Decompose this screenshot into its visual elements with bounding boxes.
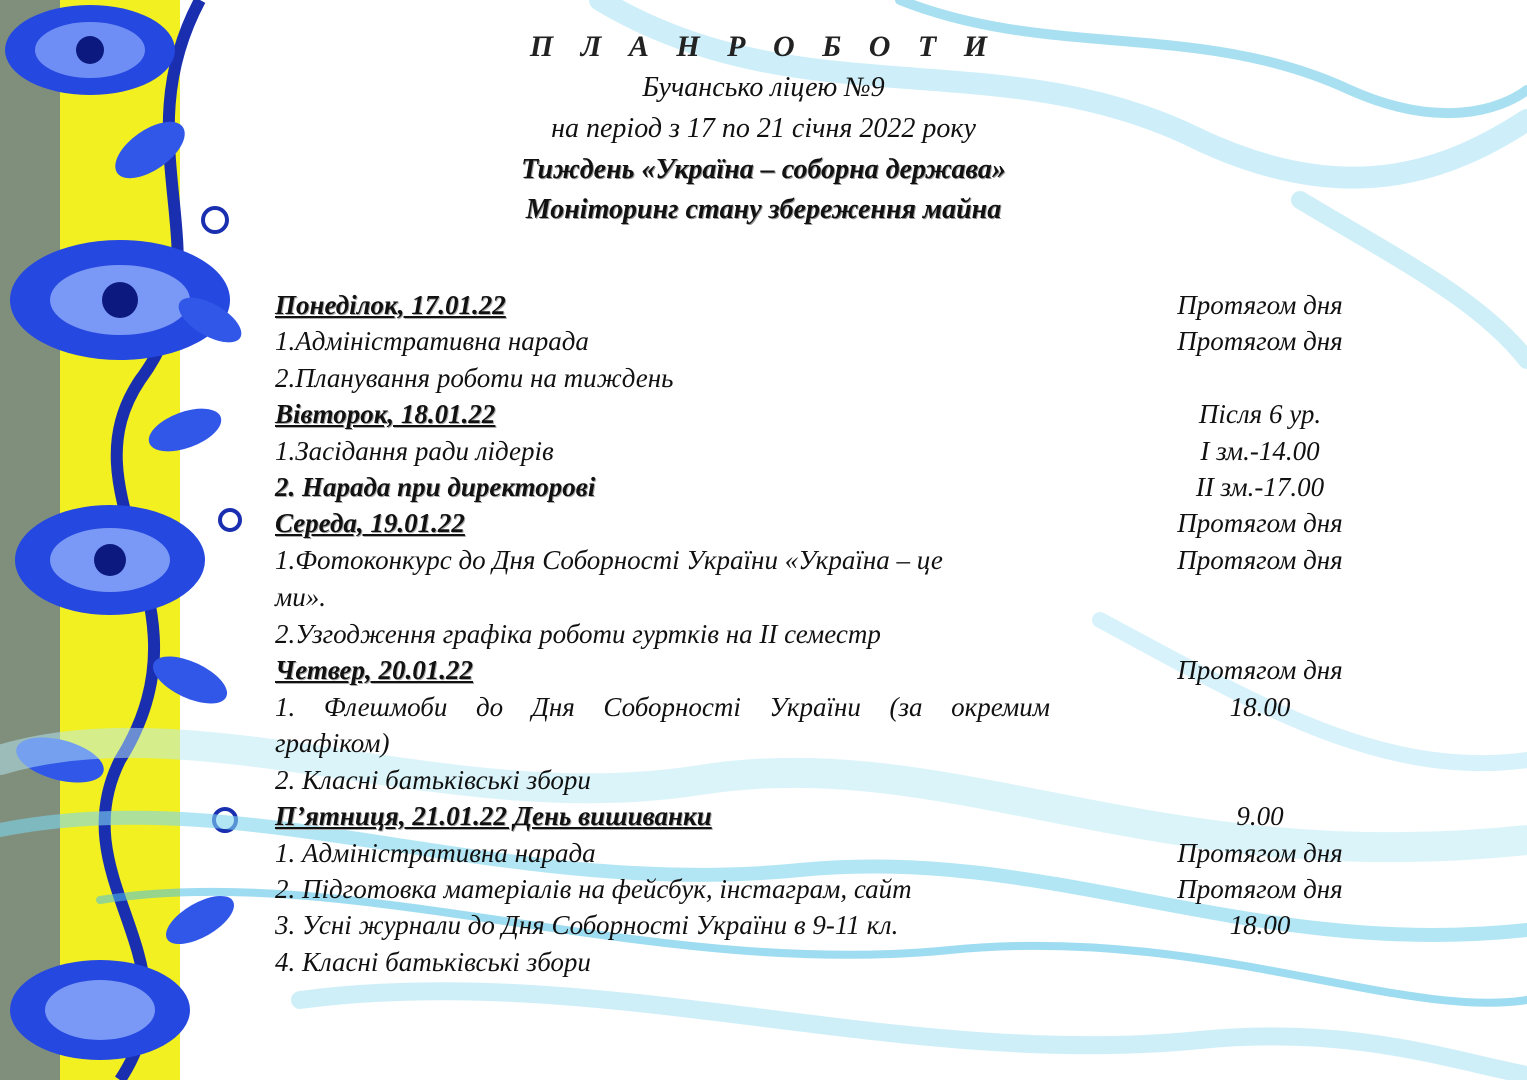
time-cell: 18.00 <box>1229 910 1291 940</box>
schedule-row <box>275 619 1385 656</box>
time-cell: Протягом дня <box>1177 508 1343 538</box>
activity-item: 1.Засідання ради лідерів <box>275 436 554 466</box>
day-heading: Понеділок, 17.01.22 <box>275 290 506 320</box>
schedule-row <box>275 472 1385 509</box>
day-heading: Середа, 19.01.22 <box>275 508 465 538</box>
period-line: на період з 17 по 21 січня 2022 року <box>551 113 976 144</box>
flower-3 <box>15 505 205 615</box>
activity-item: 1.Фотоконкурс до Дня Соборності України «Україна – це <box>275 545 943 575</box>
time-cell: Протягом дня <box>1177 874 1343 904</box>
schedule-row <box>275 692 1385 729</box>
schedule-row <box>275 655 1385 692</box>
schedule-row <box>275 545 1385 582</box>
schedule-row <box>275 728 1385 765</box>
curl-2 <box>220 510 240 530</box>
activity-item: ми». <box>275 582 326 612</box>
activity-item: 2. Класні батьківські збори <box>275 765 591 795</box>
schedule-row <box>275 765 1385 802</box>
schedule-row <box>275 326 1385 363</box>
activity-item: 4. Класні батьківські збори <box>275 947 591 977</box>
schedule-row <box>275 838 1385 875</box>
week-theme: Тиждень «Україна – соборна держава» <box>521 154 1006 185</box>
schedule-row <box>275 801 1385 838</box>
schedule-row <box>275 947 1385 984</box>
activity-item: 3. Усні журнали до Дня Соборності України в 9-11 кл. <box>275 910 899 940</box>
schedule-row <box>275 363 1385 400</box>
time-cell: І зм.-14.00 <box>1200 436 1320 466</box>
schedule-row <box>275 874 1385 911</box>
activity-item: 2. Нарада при директорові <box>275 472 596 502</box>
activity-item: 1. Флешмоби до Дня Соборності України (за окремим <box>275 692 1050 722</box>
schedule-row <box>275 582 1385 619</box>
schedule-row <box>275 436 1385 473</box>
document-title: П Л А Н Р О Б О Т И <box>529 30 998 63</box>
flower-4 <box>10 960 190 1060</box>
activity-item: 2.Узгодження графіка роботи гуртків на ІІ семестр <box>275 619 881 649</box>
time-cell: Протягом дня <box>1177 326 1343 356</box>
time-cell: Протягом дня <box>1177 290 1343 320</box>
time-cell: Протягом дня <box>1177 655 1343 685</box>
schedule-row <box>275 508 1385 545</box>
schedule-row <box>275 290 1385 327</box>
school-name: Бучансько ліцею №9 <box>642 72 885 103</box>
time-cell: Протягом дня <box>1177 545 1343 575</box>
activity-item: 2. Підготовка матеріалів на фейсбук, інстаграм, сайт <box>275 874 912 904</box>
day-heading: П’ятниця, 21.01.22 День вишиванки <box>275 801 712 831</box>
time-cell: Після 6 ур. <box>1198 399 1322 429</box>
time-cell: 18.00 <box>1229 692 1291 722</box>
day-heading: Вівторок, 18.01.22 <box>275 399 496 429</box>
time-cell: ІІ зм.-17.00 <box>1195 472 1325 502</box>
activity-item: 2.Планування роботи на тиждень <box>275 363 674 393</box>
time-cell: Протягом дня <box>1177 838 1343 868</box>
activity-item: 1. Адміністративна нарада <box>275 838 596 868</box>
time-cell: 9.00 <box>1236 801 1284 831</box>
activity-item: 1.Адміністративна нарада <box>275 326 589 356</box>
monitoring-line: Моніторинг стану збереження майна <box>525 194 1002 225</box>
day-heading: Четвер, 20.01.22 <box>275 655 474 685</box>
schedule-row <box>275 399 1385 436</box>
schedule-row <box>275 910 1385 947</box>
activity-item: графіком) <box>275 728 390 758</box>
